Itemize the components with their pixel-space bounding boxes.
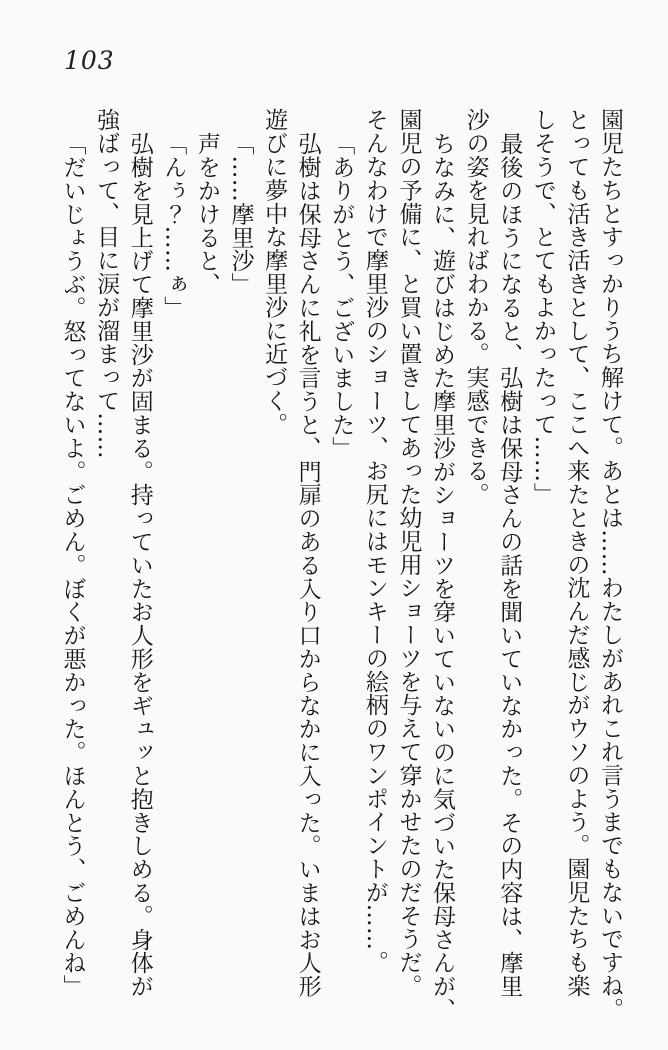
text-line-7: 園児の予備に、と買い置きしてあった幼児用ショーツを与えて穿かせたのだそうだ。 (395, 108, 422, 998)
text-line-3: しそうで、とてもよかったって……」 (529, 108, 556, 506)
text-line-12: 「……摩里沙」 (227, 132, 254, 296)
text-line-15: 弘樹を見上げて摩里沙が固まる。持っていたお人形をギュッと抱きしめる。身体が (126, 132, 153, 998)
text-line-2: とっても活き活きとして、ここへ来たときの沈んだ感じがウソのよう。園児たちも楽 (563, 108, 590, 998)
text-line-16: 強ばって、目に涙が溜まって…… (93, 108, 120, 459)
text-line-8: そんなわけで摩里沙のショーツ、お尻にはモンキーの絵柄のワンポイントが……。 (361, 108, 388, 974)
text-line-13: 声をかけると、 (193, 132, 220, 296)
text-line-10: 弘樹は保母さんに礼を言うと、門扉のある入り口からなかに入った。いまはお人形 (294, 132, 321, 998)
text-line-17: 「だいじょうぶ。怒ってないよ。ごめん。ぼくが悪かった。ほんとう、ごめんね」 (59, 132, 86, 998)
text-line-5: 沙の姿を見ればわかる。実感できる。 (462, 108, 489, 506)
text-line-4: 最後のほうになると、弘樹は保母さんの話を聞いていなかった。その内容は、摩里 (496, 132, 523, 998)
text-line-9: 「ありがとう、ございました」 (328, 132, 355, 460)
vertical-text-block (55, 108, 626, 1026)
text-line-14: 「んぅ？……ぁ」 (160, 132, 187, 320)
text-line-6: ちなみに、遊びはじめた摩里沙がショーツを穿いていないのに気づいた保母さんが、 (429, 132, 456, 1022)
text-line-1: 園児たちとすっかりうち解けて。あとは……わたしがあれこれ言うまでもないですね。 (597, 108, 623, 1021)
text-line-11: 遊びに夢中な摩里沙に近づく。 (261, 108, 288, 436)
page-number: 103 (64, 46, 115, 75)
